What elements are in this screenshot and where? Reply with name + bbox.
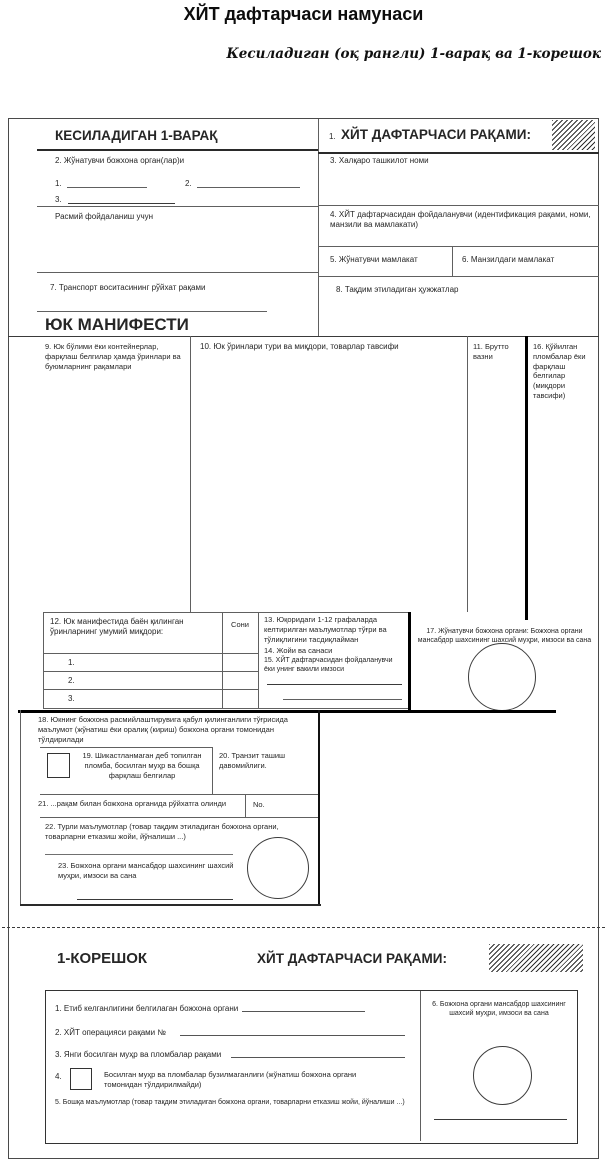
stub-field4-checkbox — [70, 1068, 92, 1090]
field22-label: 22. Турли маълумотлар (товар тақдим этиладиган божхона органи, товарларни етказиш жойи, йўналиши ...) — [45, 822, 279, 841]
field7-label: 7. Транспорт воситасининг рўйхат рақами — [50, 283, 206, 292]
cut-line — [2, 927, 605, 928]
row3-number: 3. — [68, 694, 75, 703]
stub-field4-number: 4. — [55, 1072, 62, 1081]
divider-manifest-title-top — [37, 311, 267, 312]
stub-field6-label: 6. Божхона органи мансабдор шахсининг шахсий муҳри, имзоси ва сана — [432, 1001, 566, 1018]
blank-line2 — [197, 187, 300, 188]
manifest-col11-divider — [467, 336, 468, 612]
field13-label: 13. Юқоридаги 1-12 графаларда келтирилган маълумотлар тўғри ва тўлиқлигини тасдиқлайман — [264, 615, 387, 644]
subtable-top — [43, 612, 408, 613]
field15-label: 15. ХЙТ дафтарчасидан фойдаланувчи ёки унинг вакили имзоси — [264, 657, 393, 674]
row1-top — [43, 653, 258, 654]
count-col-right — [258, 612, 259, 708]
field23-stamp-circle — [247, 837, 309, 899]
field8-label: 8. Тақдим этиладиган ҳужжатлар — [336, 285, 459, 294]
divider-official-use-top — [37, 206, 318, 207]
row1-number: 1. — [68, 658, 75, 667]
divider-field5-top — [318, 246, 599, 247]
stub-field5-label: 5. Бошқа маълумотлар (товар тақдим этиладиган божхона органи, товарларни етказиш жойи, йўналиши ...) — [55, 1099, 405, 1106]
col9-header: 9. Юк бўлими ёки контейнерлар, фарқлаш белгилар ҳамда ўринлари ва буюмларнинг рақамлари — [45, 342, 181, 371]
blank-line2-number: 2. — [185, 179, 192, 188]
field15-signature-line2 — [283, 699, 402, 700]
subtable-bottom — [43, 708, 408, 709]
field3-label: 3. Халқаро ташкилот номи — [330, 156, 429, 165]
field22-top — [40, 817, 318, 818]
divider-field5-field6 — [452, 246, 453, 276]
blank-line3-number: 3. — [55, 195, 62, 204]
block18-right — [318, 710, 320, 906]
stub-column-divider — [420, 991, 421, 1141]
official-use-label: Расмий фойдаланиш учун — [55, 212, 154, 221]
count-col-left — [222, 612, 223, 708]
stub-field1-label: 1. Етиб келганлигини белгилаган божхона органи — [55, 1004, 239, 1013]
count-column-header: Сони — [231, 620, 249, 629]
col10-header: 10. Юк ўринлари тури ва миқдори, товарлар тавсифи — [200, 342, 399, 351]
field20-label: 20. Транзит ташиш давомийлиги. — [219, 751, 286, 770]
field17-left-divider — [408, 612, 411, 711]
manifest-col16-divider — [525, 336, 528, 620]
stub-section-title: 1-КОРЕШОК — [57, 950, 148, 967]
stub-field2-blank-line — [180, 1035, 405, 1036]
field19-top — [40, 747, 212, 748]
header-underline-right — [318, 152, 599, 154]
field23-signature-line — [77, 899, 233, 900]
stub-field2-label: 2. ХЙТ операцияси рақами № — [55, 1028, 166, 1037]
page-subtitle: Кесиладиган (оқ рангли) 1-варақ ва 1-корешок — [226, 46, 601, 62]
stub-field1-row — [55, 1004, 410, 1013]
blank-line1-number: 1. — [55, 179, 62, 188]
field21-no-label: No. — [253, 800, 265, 809]
blank-line3 — [68, 203, 175, 204]
divider-field8-top — [318, 276, 599, 277]
field4-label: 4. ХЙТ дафтарчасидан фойдаланувчи (идентификация рақами, номи, манзили ва мамлакати) — [330, 210, 591, 230]
field14-label: 14. Жойи ва санаси — [264, 646, 333, 655]
field19-field20-divider — [212, 747, 213, 794]
stub-field2-row — [55, 1028, 410, 1037]
stub-field3-blank-line — [231, 1057, 405, 1058]
field23-label: 23. Божхона органи мансабдор шахсининг шахсий муҳри, имзоси ва сана — [58, 861, 234, 880]
field1-number: 1. — [329, 132, 336, 141]
sheet1-section-title: КЕСИЛАДИГАН 1-ВАРАҚ — [55, 128, 218, 143]
subtable-left — [43, 612, 44, 708]
field5-label: 5. Жўнатувчи мамлакат — [330, 255, 418, 264]
stub-field3-row — [55, 1050, 410, 1059]
field21-no-divider — [245, 794, 246, 817]
row2-number: 2. — [68, 676, 75, 685]
blank-line1 — [67, 187, 147, 188]
field19-checkbox — [47, 753, 70, 778]
field21-label: 21. ...рақам билан божхона органида рўйхатга олинди — [38, 799, 227, 808]
carnet-number-title: ХЙТ ДАФТАРЧАСИ РАҚАМИ: — [341, 127, 531, 142]
manifest-col9-divider — [190, 336, 191, 612]
field12-label: 12. Юк манифестида баён қилинган ўринларнинг умумий миқдори: — [50, 617, 184, 637]
stub-carnet-number-hatched-box — [489, 944, 583, 972]
field21-top — [40, 794, 318, 795]
field18-label: 18. Юкнинг божхона расмийлаштирувига қабул қилинганлиги тўғрисида маълумот (жўнатиш ёки оралиқ (кириш) божхона органи томонидан тўлдирилади — [38, 715, 288, 744]
col11-header: 11. Брутто вазни — [473, 342, 509, 361]
manifest-title: ЮК МАНИФЕСТИ — [45, 315, 189, 334]
stub-field6-signature-line — [434, 1119, 567, 1120]
field2-label: 2. Жўнатувчи божхона орган(лар)и — [55, 156, 185, 165]
stub-field3-label: 3. Янги босилган муҳр ва пломбалар рақами — [55, 1050, 222, 1059]
field6-label: 6. Манзилдаги мамлакат — [462, 255, 555, 264]
field19-label: 19. Шикастланмаган деб топилган пломба, босилган муҳр ва бошқа фарқлаш белгилар — [82, 751, 202, 780]
field17-label: 17. Жўнатувчи божхона органи: Божхона органи мансабдор шахсининг шахсий муҳри, имзоси ва сана — [417, 628, 592, 645]
field22-signature-line — [45, 854, 233, 855]
stub-carnet-number-title: ХЙТ ДАФТАРЧАСИ РАҚАМИ: — [257, 951, 447, 966]
stub-field6-stamp-circle — [473, 1046, 532, 1105]
page-title: ХЙТ дафтарчаси намунаси — [183, 4, 424, 24]
divider-field4-top — [318, 205, 599, 206]
block18-bottom — [20, 904, 321, 906]
carnet-number-hatched-box — [552, 120, 595, 150]
block18-left — [20, 710, 21, 906]
sheet1-thick-bottom — [18, 710, 556, 713]
header-underline-left — [37, 149, 318, 151]
stub-field4-label: Босилган муҳр ва пломбалар бузилмаганлиги (жўнатиш божхона органи томонидан тўлдирилмайди) — [104, 1070, 357, 1089]
field17-stamp-circle — [468, 643, 536, 711]
divider-field7-top — [37, 272, 318, 273]
manifest-table-top — [8, 336, 599, 337]
row2-top — [43, 671, 258, 672]
stub-field1-blank-line — [242, 1011, 365, 1012]
col16-header: 16. Қўйилган пломбалар ёки фарқлаш белгилар (миқдори тавсифи) — [533, 342, 586, 400]
field15-signature-line1 — [267, 684, 402, 685]
row3-top — [43, 689, 258, 690]
